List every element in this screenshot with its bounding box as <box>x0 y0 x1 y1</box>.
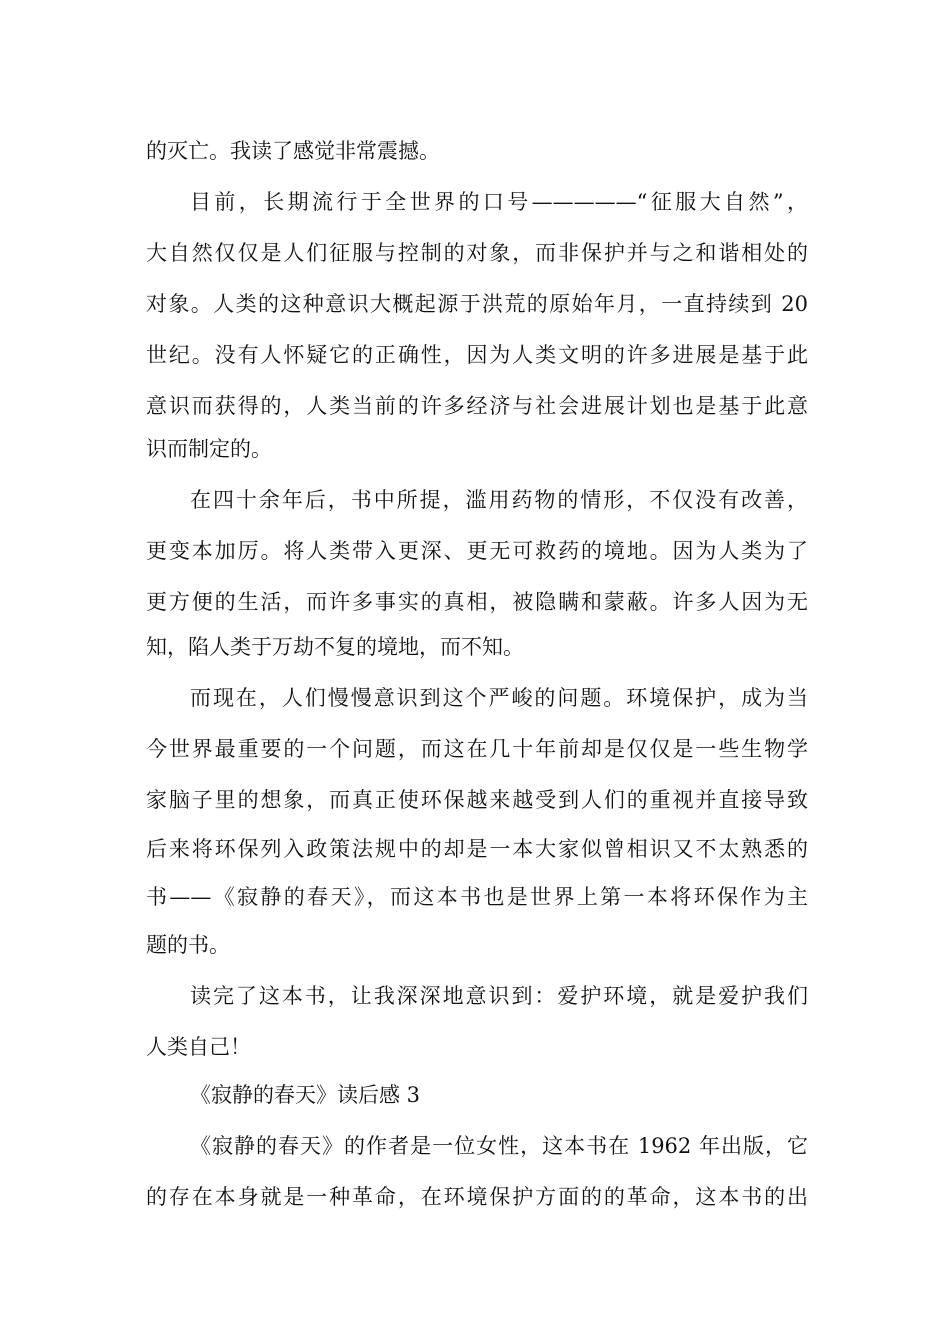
text-line: 更方便的生活，而许多事实的真相，被隐瞒和蒙蔽。许多人因为无 <box>146 590 808 614</box>
text-line: 意识而获得的，人类当前的许多经济与社会进展计划也是基于此意 <box>146 394 808 418</box>
text-line: 读完了这本书，让我深深地意识到：爱护环境，就是爱护我们 <box>190 984 808 1008</box>
text-line: 识而制定的。 <box>146 437 272 461</box>
text-line: 人类自己！ <box>146 1035 251 1059</box>
text-line: 题的书。 <box>146 933 230 957</box>
text-line: 书——《寂静的春天》，而这本书也是世界上第一本将环保作为主 <box>146 885 808 909</box>
section-heading: 《寂静的春天》读后感 3 <box>190 1083 421 1107</box>
text-line: 后来将环保列入政策法规中的却是一本大家似曾相识又不太熟悉的 <box>146 837 808 861</box>
text-line: 在四十余年后，书中所提，滥用药物的情形，不仅没有改善， <box>190 488 808 512</box>
text-line: 《寂静的春天》的作者是一位女性，这本书在 1962 年出版，它 <box>190 1134 808 1158</box>
text-line: 今世界最重要的一个问题，而这在几十年前却是仅仅是一些生物学 <box>146 737 808 761</box>
text-line: 更变本加厉。将人类带入更深、更无可救药的境地。因为人类为了 <box>146 539 808 563</box>
text-line: 知，陷人类于万劫不复的境地，而不知。 <box>146 635 524 659</box>
text-line: 世纪。没有人怀疑它的正确性，因为人类文明的许多进展是基于此 <box>146 343 808 367</box>
text-line: 对象。人类的这种意识大概起源于洪荒的原始年月，一直持续到 20 <box>146 292 808 316</box>
text-line: 的灭亡。我读了感觉非常震撼。 <box>146 139 440 163</box>
text-line: 的存在本身就是一种革命，在环境保护方面的的革命，这本书的出 <box>146 1185 808 1209</box>
text-line: 目前，长期流行于全世界的口号—————“征服大自然”， <box>190 190 808 214</box>
text-line: 而现在，人们慢慢意识到这个严峻的问题。环境保护，成为当 <box>190 686 808 710</box>
text-line: 大自然仅仅是人们征服与控制的对象，而非保护并与之和谐相处的 <box>146 241 808 265</box>
text-line: 家脑子里的想象，而真正使环保越来越受到人们的重视并直接导致 <box>146 788 808 812</box>
